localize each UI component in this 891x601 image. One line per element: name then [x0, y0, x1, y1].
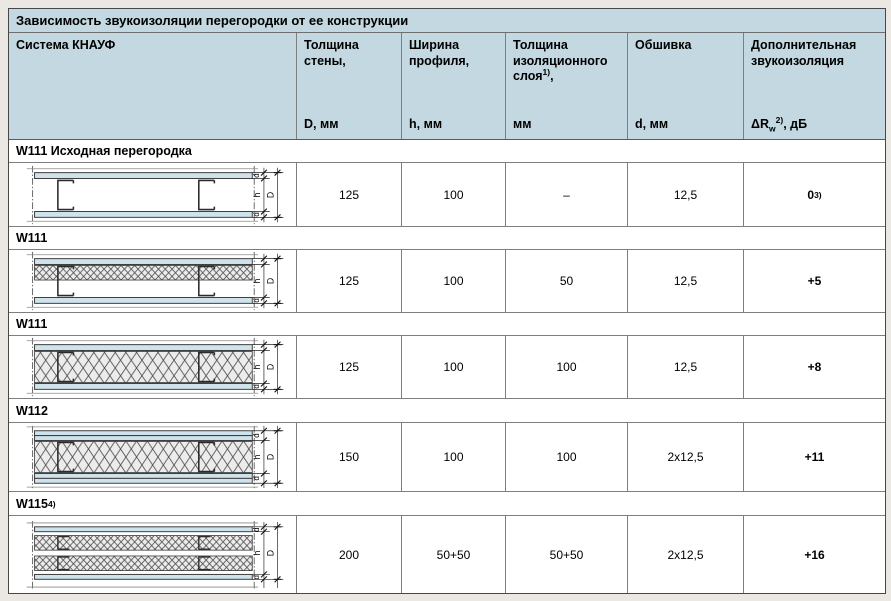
cell-sheathing: 2x12,5: [628, 423, 744, 491]
cell-sheathing: 2x12,5: [628, 516, 744, 593]
cell-insulation: –: [506, 163, 628, 226]
cell-insulation: 50+50: [506, 516, 628, 593]
cell-wall-thickness: 200: [297, 516, 402, 593]
header-label: Обшивка: [635, 38, 692, 52]
cell-insulation: 100: [506, 336, 628, 398]
dimension-label-h: h: [252, 550, 263, 555]
dimension-label-D: D: [265, 277, 276, 285]
table-row-w111-50: [9, 250, 885, 313]
table-title-text: Зависимость звукоизоляции перегородки от ее конструкции: [16, 13, 409, 28]
dimension-label-d-bottom: d: [252, 384, 262, 389]
dimension-label-h: h: [252, 364, 263, 370]
dimension-label-D: D: [265, 191, 276, 198]
cell-wall-thickness: 125: [297, 336, 402, 398]
dimension-label-D: D: [265, 549, 276, 556]
dimension-label-D: D: [265, 363, 276, 371]
partition-section-drawing: [19, 336, 296, 398]
section-label-w111-50: W111: [9, 227, 885, 250]
cell-profile-width: 50+50: [402, 516, 506, 593]
cell-profile-width: 100: [402, 250, 506, 312]
header-profile-width: [402, 33, 506, 139]
sound-insulation-table: [8, 8, 886, 594]
cell-delta-rw: +11: [804, 450, 825, 464]
cell-delta-rw: +8: [807, 360, 822, 374]
header-unit: h, мм: [409, 117, 443, 132]
cell-sheathing: 12,5: [628, 336, 744, 398]
partition-diagram-w112: [9, 423, 297, 491]
header-additional-insulation: [744, 33, 885, 139]
cell-wall-thickness: 125: [297, 250, 402, 312]
dimension-label-d-bottom: d: [252, 476, 262, 481]
partition-section-drawing: [19, 250, 296, 312]
section-label-w111-100: W111: [9, 313, 885, 336]
cell-delta-rw: +5: [807, 274, 822, 288]
partition-section-drawing: [19, 164, 296, 226]
header-sheathing: [628, 33, 744, 139]
partition-diagram-w115: [9, 516, 297, 593]
cell-insulation: 50: [506, 250, 628, 312]
table-row-w115: [9, 516, 885, 593]
cell-profile-width: 100: [402, 336, 506, 398]
dimension-label-d-top: d: [252, 172, 262, 178]
cell-sheathing: 12,5: [628, 250, 744, 312]
header-label: Ширина профиля,: [409, 38, 470, 68]
table-row-w111-basic: [9, 163, 885, 227]
header-insulation-layer: [506, 33, 628, 139]
dimension-label-d-top: d: [252, 526, 262, 532]
dimension-label-h: h: [252, 278, 263, 284]
section-label-w112: W112: [9, 399, 885, 423]
partition-diagram-w111-basic: [9, 163, 297, 226]
header-unit: D, мм: [304, 117, 339, 132]
header-unit: мм: [513, 117, 532, 132]
cell-delta-rw: 0 3): [807, 187, 822, 202]
dimension-label-h: h: [252, 454, 263, 460]
table-row-w111-100: [9, 336, 885, 399]
table-header-row: [9, 33, 885, 140]
header-unit: $\Delta R_w^{2)}$, дБ: [751, 115, 808, 134]
dimension-label-d-top: d: [252, 433, 262, 438]
cell-delta-rw: +16: [804, 547, 825, 562]
cell-wall-thickness: 125: [297, 163, 402, 226]
cell-sheathing: 12,5: [628, 163, 744, 226]
dimension-label-D: D: [265, 453, 276, 461]
dimension-label-d-bottom: d: [252, 298, 262, 303]
header-system: [9, 33, 297, 139]
section-label-w115: W115 4): [9, 492, 885, 516]
cell-insulation: 100: [506, 423, 628, 491]
header-unit: d, мм: [635, 117, 669, 132]
cell-profile-width: 100: [402, 423, 506, 491]
dimension-label-h: h: [252, 192, 263, 197]
cell-wall-thickness: 150: [297, 423, 402, 491]
partition-diagram-w111-100: [9, 336, 297, 398]
partition-section-drawing: [19, 519, 296, 591]
cell-profile-width: 100: [402, 163, 506, 226]
table-row-w112: [9, 423, 885, 492]
dimension-label-d-bottom: d: [252, 211, 262, 217]
header-wall-thickness: [297, 33, 402, 139]
table-title: [9, 9, 885, 33]
header-label: Толщина изоляционного слоя$^{1)}$,: [513, 38, 608, 84]
dimension-label-d-bottom: d: [252, 574, 262, 580]
partition-diagram-w111-50: [9, 250, 297, 312]
header-system-label: Система КНАУФ: [16, 38, 116, 52]
section-label-w111-basic: W111 Исходная перегородка: [9, 140, 885, 163]
header-label: Дополнительная звукоизоляция: [751, 38, 857, 68]
partition-section-drawing: [19, 424, 296, 490]
header-label: Толщина стены,: [304, 38, 359, 68]
